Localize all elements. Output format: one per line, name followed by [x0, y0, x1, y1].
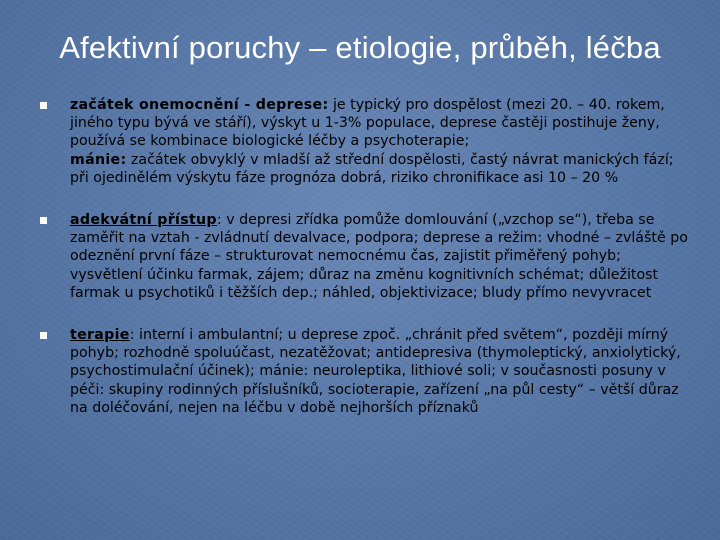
bullet-item-approach [40, 211, 690, 302]
bullet-keyword-mania: mánie: [70, 151, 127, 168]
bullet-text: : v depresi zřídka pomůže domlouvání („vzchop se“), třeba se zaměřit na vztah - zvládnutí devalvace, podpora; deprese a režim: vhodné – zvláště po odeznění první fáze – strukturovat nemocnému čas, zajistit přiměřený pohyb; vysvětlení účinku farmak, zájem; důraz na změnu kognitivních schémat; důležitost farmak u psychotiků i těžších dep.; náhled, objektivizace; bludy přímo nevyvracet [70, 212, 688, 301]
square-bullet-icon [40, 102, 47, 109]
bullet-item-therapy [40, 326, 690, 417]
bullet-subparagraph [70, 151, 690, 187]
bullet-list [40, 96, 690, 441]
bullet-item-onset [40, 96, 690, 187]
bullet-keyword: adekvátní přístup [70, 212, 217, 229]
bullet-text-mania: začátek obvyklý v mladší až střední dospělosti, častý návrat manických fází; při ojedinělém výskytu fáze prognóza dobrá, riziko chronifikace asi 10 – 20 % [70, 151, 674, 186]
bullet-keyword: začátek onemocnění - deprese: [70, 97, 329, 113]
bullet-text: je typický pro dospělost (mezi 20. – 40. rokem, jiného typu bývá ve stáří), výskyt u 1-3% populace, deprese častěji postihuje ženy, používá se kombinace biologické léčby a psychoterapie; [70, 97, 665, 150]
square-bullet-icon [40, 332, 47, 339]
bullet-text: : interní i ambulantní; u deprese zpoč. „chránit před světem“, později mírný pohyb; rozhodně spoluúčast, nezatěžovat; antidepresiva (thymoleptický, anxiolytický, psychostimulační účinek); mánie: neuroleptika, lithiové soli; v současnosti posuny v péči: skupiny rodinných příslušníků, socioterapie, zařízení „na půl cesty“ – větší důraz na doléčování, nejen na léčbu v době nejhorších příznaků [70, 327, 681, 416]
square-bullet-icon [40, 217, 47, 224]
bullet-keyword: terapie [70, 327, 130, 344]
slide-title: Afektivní poruchy – etiologie, průběh, léčba [59, 30, 661, 65]
